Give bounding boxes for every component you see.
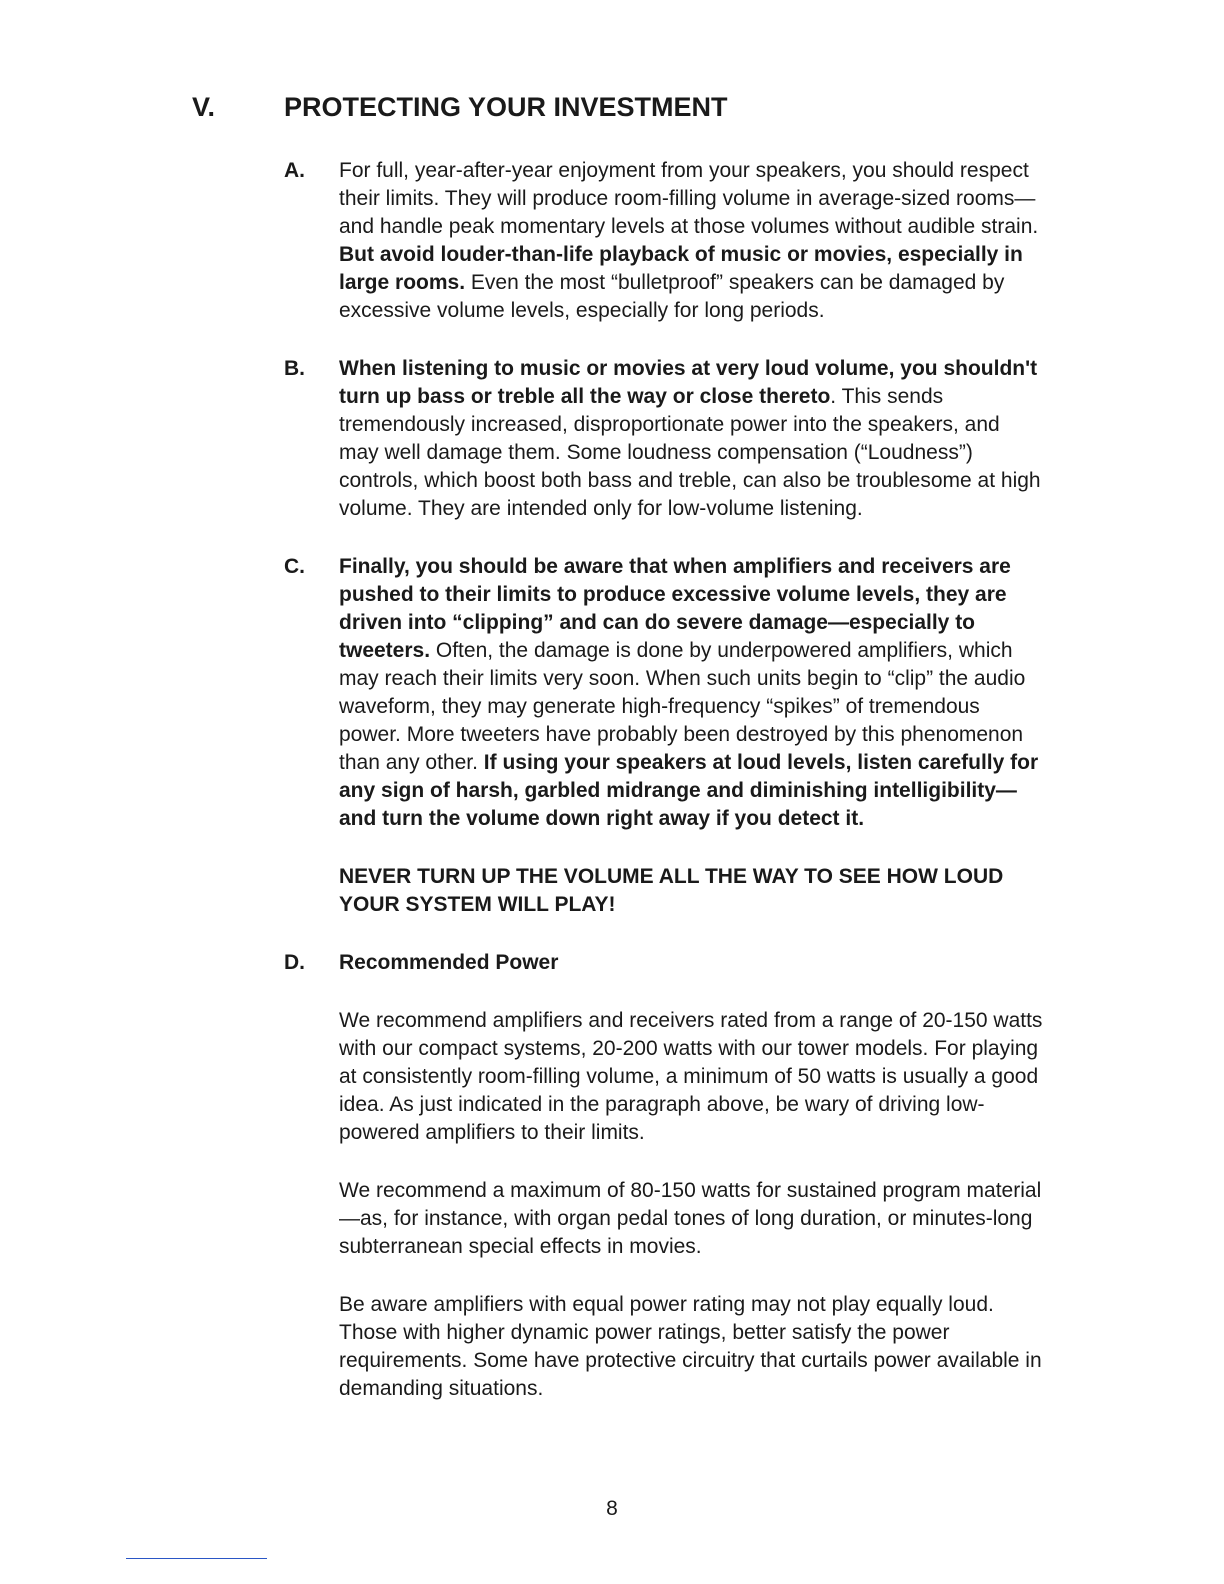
bold-text: If using your speakers at loud levels, listen carefully for any sign of harsh, garbled midrange and diminishing intelligibility—and turn the volume down right away if you detect it.	[339, 751, 1039, 830]
text-run: . This sends tremendously increased, disproportionate power into the speakers, and may well damage them. Some loudness compensation (“Loudness”) controls, which boost both bass and treble, can also be troublesome at high volume. They are intended only for low-volume listening.	[339, 385, 1041, 520]
paragraph	[339, 157, 1044, 325]
footer-rule	[126, 1558, 267, 1559]
item-letter: B.	[284, 357, 305, 380]
section-heading	[192, 92, 1092, 123]
item-list	[284, 157, 1044, 1403]
paragraph	[339, 553, 1044, 833]
item-a	[284, 157, 1044, 325]
item-letter: D.	[284, 951, 305, 974]
text-run: Often, the damage is done by underpowered amplifiers, which may reach their limits very soon. When such units begin to “clip” the audio waveform, they may generate high-frequency “spikes” of tremendous power. More tweeters have probably been destroyed by this phenomenon than any other.	[339, 639, 1026, 774]
item-body	[339, 949, 1044, 1403]
page-number: 8	[606, 1497, 618, 1520]
item-c	[284, 553, 1044, 919]
subheading: Recommended Power	[339, 951, 559, 974]
item-body	[339, 157, 1044, 325]
item-body	[339, 355, 1044, 523]
item-b	[284, 355, 1044, 523]
section-title: PROTECTING YOUR INVESTMENT	[284, 92, 728, 122]
item-letter: A.	[284, 159, 305, 182]
item-body	[339, 553, 1044, 919]
section-number: V.	[192, 92, 216, 122]
warning-text: NEVER TURN UP THE VOLUME ALL THE WAY TO SEE HOW LOUD YOUR SYSTEM WILL PLAY!	[339, 865, 1004, 916]
paragraph: Be aware amplifiers with equal power rating may not play equally loud. Those with higher dynamic power ratings, better satisfy the power requirements. Some have protective circuitry that curtails power available in demanding situations.	[339, 1293, 1042, 1400]
text-run: For full, year-after-year enjoyment from your speakers, you should respect their limits. They will produce room-filling volume in average-sized rooms—and handle peak momentary levels at those volumes without audible strain.	[339, 159, 1039, 238]
paragraph: We recommend amplifiers and receivers rated from a range of 20-150 watts with our compact systems, 20-200 watts with our tower models. For playing at consistently room-filling volume, a minimum of 50 watts is usually a good idea. As just indicated in the paragraph above, be wary of driving low-powered amplifiers to their limits.	[339, 1009, 1043, 1144]
item-d	[284, 949, 1044, 1403]
item-letter: C.	[284, 555, 305, 578]
paragraph: We recommend a maximum of 80-150 watts for sustained program material—as, for instance, with organ pedal tones of long duration, or minutes-long subterranean special effects in movies.	[339, 1179, 1042, 1258]
paragraph	[339, 355, 1044, 523]
bold-text: When listening to music or movies at very loud volume, you shouldn't turn up bass or treble all the way or close thereto	[339, 357, 1038, 408]
bold-text: Finally, you should be aware that when amplifiers and receivers are pushed to their limits to produce excessive volume levels, they are driven into “clipping” and can do severe damage—especially to tweeters.	[339, 555, 1011, 662]
bold-text: But avoid louder-than-life playback of music or movies, especially in large rooms.	[339, 243, 1023, 294]
text-run: Even the most “bulletproof” speakers can be damaged by excessive volume levels, especially for long periods.	[339, 271, 1005, 322]
